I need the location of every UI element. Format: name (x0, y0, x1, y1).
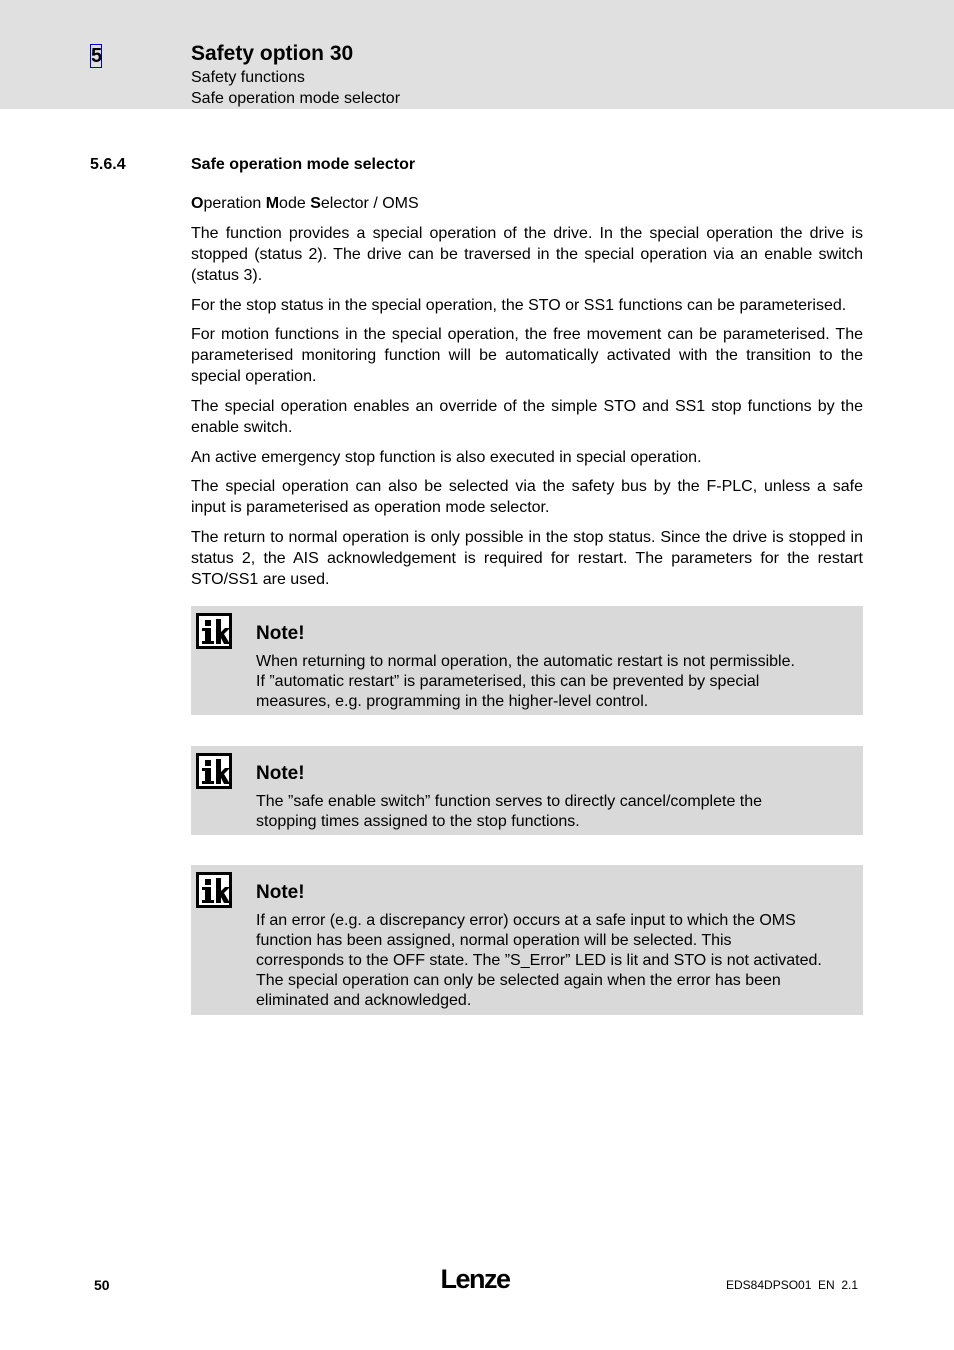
info-icon (196, 753, 232, 789)
paragraph: The function provides a special operation of the drive. In the special operation the drive is stopped (status 2). The drive can be traversed in the special operation via an enable switch (status 3). (191, 225, 863, 284)
note-text: When returning to normal operation, the automatic restart is not permissible. If ”automatic restart” is parameterised, this can be prevented by special measures, e.g. programming in the higher-level control. (256, 653, 795, 710)
note-box (191, 865, 863, 1015)
breadcrumb-section: Safety functions (191, 69, 305, 86)
note-box (191, 606, 863, 715)
note-text: If an error (e.g. a discrepancy error) occurs at a safe input to which the OMS function has been assigned, normal operation will be selected. This corresponds to the OFF state. The ”S_Error” LED is lit and STO is not activated. The special operation can only be selected again when the error has been eliminated and acknowledged. (256, 912, 822, 1009)
paragraph: For motion functions in the special operation, the free movement can be parameterised. The parameterised monitoring function will be automatically activated with the transition to the special operation. (191, 326, 863, 385)
paragraph: The special operation enables an override of the simple STO and SS1 stop functions by the enable switch. (191, 398, 863, 436)
note-title: Note! (256, 882, 305, 903)
page-number: 50 (94, 1277, 110, 1293)
chapter-number-link[interactable]: 5 (91, 45, 103, 67)
note-text: The ”safe enable switch” function serves to directly cancel/complete the stopping times assigned to the stop functions. (256, 793, 763, 830)
paragraph: The return to normal operation is only possible in the stop status. Since the drive is stopped in status 2, the AIS acknowledgement is required for restart. The parameters for the restart STO/SS1 are used. (191, 529, 863, 588)
svg-text:Lenze: Lenze (440, 1264, 510, 1294)
info-icon (196, 872, 232, 908)
info-icon (196, 613, 232, 649)
function-subtitle: Operation Mode Selector / OMS (191, 195, 419, 212)
note-title: Note! (256, 623, 305, 644)
breadcrumb-subsection: Safe operation mode selector (191, 90, 401, 107)
document-id: EDS84DPSO01 EN 2.1 (726, 1278, 859, 1292)
header-band (0, 0, 954, 109)
note-box (191, 746, 863, 835)
lenze-logo (435, 1264, 515, 1294)
paragraph: For the stop status in the special operation, the STO or SS1 functions can be parameterised. (191, 297, 847, 314)
section-number: 5.6.4 (90, 156, 126, 173)
chapter-title: Safety option 30 (191, 42, 354, 65)
section-title: Safe operation mode selector (191, 156, 416, 173)
paragraph: The special operation can also be selected via the safety bus by the F-PLC, unless a safe input is parameterised as operation mode selector. (191, 478, 863, 516)
note-title: Note! (256, 763, 305, 784)
paragraph: An active emergency stop function is also executed in special operation. (191, 449, 702, 466)
